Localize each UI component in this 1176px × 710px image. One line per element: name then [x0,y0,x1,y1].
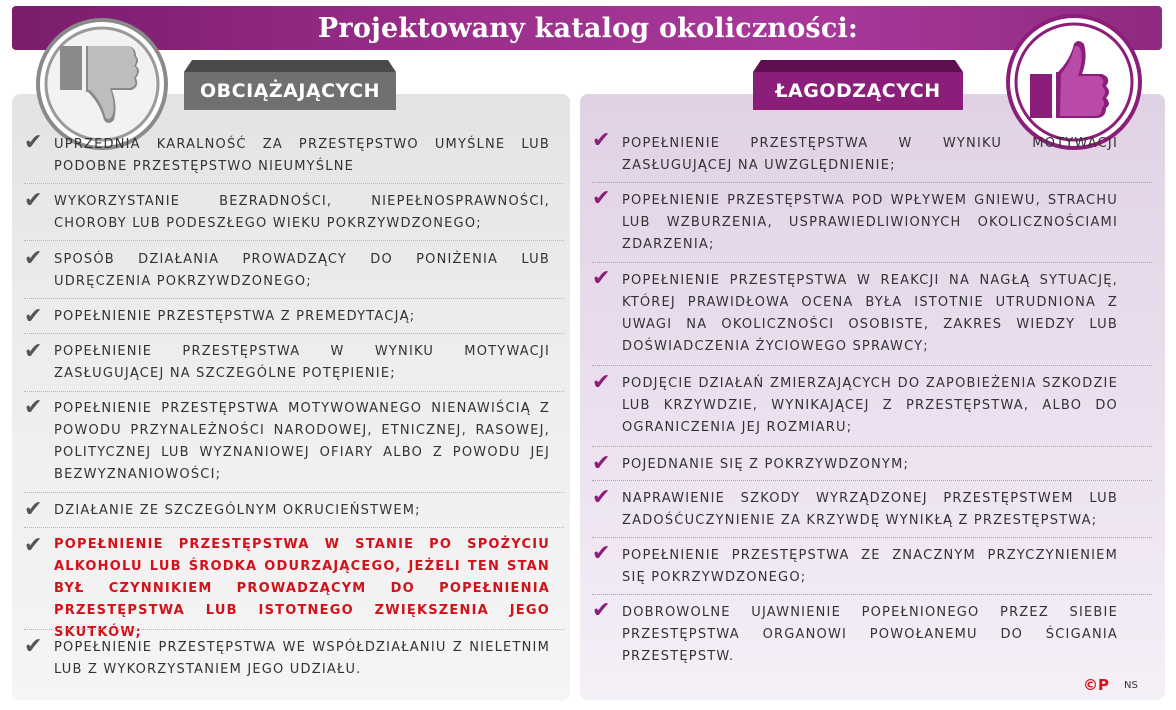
copyright-logo: ©P [1083,676,1109,694]
check-icon: ✔ [592,186,611,211]
check-icon: ✔ [592,598,611,623]
divider [24,240,564,241]
divider [24,298,564,299]
list-item: POPEŁNIENIE PRZESTĘPSTWA POD WPŁYWEM GNIEWU, STRACHU LUB WZBURZENIA, USPRAWIEDLIWIONYCH OKOLICZNOŚCIAMI ZDARZENIA; [622,193,1118,252]
list-item: POPEŁNIENIE PRZESTĘPSTWA ZE ZNACZNYM PRZYCZYNIENIEM SIĘ POKRZYWDZONEGO; [622,548,1118,585]
divider [24,492,564,493]
agency-credit: NS [1124,680,1138,691]
thumbs-up-icon [1004,12,1144,152]
list-item: SPOSÓB DZIAŁANIA PROWADZĄCY DO PONIŻENIA LUB UDRĘCZENIA POKRZYWDZONEGO; [54,252,550,289]
check-icon: ✔ [24,188,43,213]
divider [592,365,1152,366]
thumbs-down-icon [34,16,170,152]
check-icon: ✔ [24,634,43,659]
check-icon: ✔ [592,485,611,510]
list-item: POPEŁNIENIE PRZESTĘPSTWA W WYNIKU MOTYWACJI ZASŁUGUJĄCEJ NA UWZGLĘDNIENIE; [622,136,1118,173]
divider [24,333,564,334]
list-item: POPEŁNIENIE PRZESTĘPSTWA W WYNIKU MOTYWACJI ZASŁUGUJĄCEJ NA SZCZEGÓLNE POTĘPIENIE; [54,344,550,381]
divider [24,183,564,184]
divider [24,629,564,630]
divider [24,527,564,528]
check-icon: ✔ [592,370,611,395]
check-icon: ✔ [24,339,43,364]
mitigating-tag: ŁAGODZĄCYCH [753,72,963,110]
divider [592,594,1152,595]
divider [592,480,1152,481]
check-icon: ✔ [24,533,43,558]
list-item: POPEŁNIENIE PRZESTĘPSTWA MOTYWOWANEGO NIENAWIŚCIĄ Z POWODU PRZYNALEŻNOŚCI NARODOWEJ, ETNICZNEJ, RASOWEJ, POLITYCZNEJ LUB WYZNANIOWEJ OFIARY ALBO Z POWODU JEJ BEZWYZNANIOWOŚCI; [54,401,550,482]
page-title: Projektowany katalog okoliczności: [317,13,859,44]
check-icon: ✔ [24,246,43,271]
list-item: DOBROWOLNE UJAWNIENIE POPEŁNIONEGO PRZEZ SIEBIE PRZESTĘPSTWA ORGANOWI POWOŁANEMU DO ŚCIGANIA PRZESTĘPSTW. [622,605,1118,664]
list-item: DZIAŁANIE ZE SZCZEGÓLNYM OKRUCIEŃSTWEM; [54,503,421,518]
list-item: POPEŁNIENIE PRZESTĘPSTWA W REAKCJI NA NAGŁĄ SYTUACJĘ, KTÓREJ PRAWIDŁOWA OCENA BYŁA ISTOTNIE UTRUDNIONA Z UWAGI NA OKOLICZNOŚCI OSOBISTE, ZAKRES WIEDZY LUB DOŚWIADCZENIA ŻYCIOWEGO SPRAWCY; [622,273,1118,354]
list-item: WYKORZYSTANIE BEZRADNOŚCI, NIEPEŁNOSPRAWNOŚCI, CHOROBY LUB PODESZŁEGO WIEKU POKRZYWDZONEGO; [54,194,550,231]
divider [592,446,1152,447]
check-icon: ✔ [24,395,43,420]
list-item: POPEŁNIENIE PRZESTĘPSTWA Z PREMEDYTACJĄ; [54,309,416,324]
check-icon: ✔ [592,541,611,566]
check-icon: ✔ [24,497,43,522]
check-icon: ✔ [24,130,43,155]
list-item: PODJĘCIE DZIAŁAŃ ZMIERZAJĄCYCH DO ZAPOBIEŻENIA SZKODZIE LUB KRZYWDZIE, WYNIKAJĄCEJ Z PRZESTĘPSTWA, ALBO DO OGRANICZENIA JEJ ROZMIARU; [622,376,1118,435]
list-item: UPRZEDNIA KARALNOŚĆ ZA PRZESTĘPSTWO UMYŚLNE LUB PODOBNE PRZESTĘPSTWO NIEUMYŚLNE [54,137,550,174]
check-icon: ✔ [592,128,611,153]
check-icon: ✔ [24,304,43,329]
divider [592,537,1152,538]
check-icon: ✔ [592,451,611,476]
list-item-highlighted: POPEŁNIENIE PRZESTĘPSTWA W STANIE PO SPOŻYCIU ALKOHOLU LUB ŚRODKA ODURZAJĄCEGO, JEŻELI TEN STAN BYŁ CZYNNIKIEM PROWADZĄCYM DO POPEŁNIENIA PRZESTĘPSTWA LUB ISTOTNEGO ZWIĘKSZENIA JEGO SKUTKÓW; [54,537,550,640]
divider [592,262,1152,263]
aggravating-tag: OBCIĄŻAJĄCYCH [184,72,396,110]
check-icon: ✔ [592,266,611,291]
list-item: NAPRAWIENIE SZKODY WYRZĄDZONEJ PRZESTĘPSTWEM LUB ZADOŚĆUCZYNIENIE ZA KRZYWDĘ WYNIKŁĄ Z PRZESTĘPSTWA; [622,491,1118,528]
list-item: POPEŁNIENIE PRZESTĘPSTWA WE WSPÓŁDZIAŁANIU Z NIELETNIM LUB Z WYKORZYSTANIEM JEGO UDZIAŁU. [54,640,550,677]
divider [592,182,1152,183]
list-item: POJEDNANIE SIĘ Z POKRZYWDZONYM; [622,457,910,472]
divider [24,391,564,392]
